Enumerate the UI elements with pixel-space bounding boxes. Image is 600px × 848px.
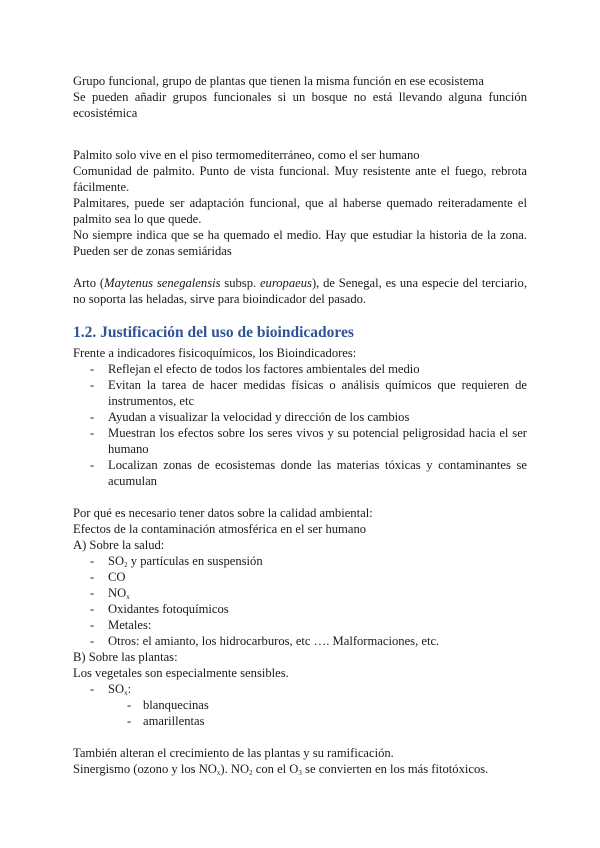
species-name: Maytenus senegalensis <box>104 276 221 290</box>
list-item: - $SO_2$ y partículas en suspensión <box>73 553 527 569</box>
list-item: - Evitan la tarea de hacer medidas físicas o análisis químicos que requieren de instrumentos, etc <box>73 377 527 409</box>
palmito-line-3: Palmitares, puede ser adaptación funcional, que al haberse quemado reiteradamente el palmito sea lo que quede. <box>73 196 527 226</box>
spacer <box>73 729 527 745</box>
calidad-question: Por qué es necesario tener datos sobre la calidad ambiental: <box>73 506 373 520</box>
list-item: - $NO_x$ <box>73 585 527 601</box>
alteran-line: También alteran el crecimiento de las plantas y su ramificación. <box>73 746 394 760</box>
document-page <box>73 73 527 777</box>
palmito-line-1: Palmito solo vive en el piso termomediterráneo, como el ser humano <box>73 148 420 162</box>
list-item: - Ayudan a visualizar la velocidad y dirección de los cambios <box>73 409 527 425</box>
grupos-funcionales-line: Se pueden añadir grupos funcionales si un bosque no está llevando alguna función ecosistémica <box>73 90 527 120</box>
section-intro: Frente a indicadores fisicoquímicos, los Bioindicadores: <box>73 346 357 360</box>
efectos-line: Efectos de la contaminación atmosférica en el ser humano <box>73 522 367 536</box>
subspecies-name: europaeus <box>259 276 312 290</box>
list-item: - $SO_x$: <box>73 681 527 697</box>
list-item: - Metales: <box>73 617 527 633</box>
bioindicadores-list <box>73 361 527 489</box>
section-heading: 1.2. Justificación del uso de bioindicadores <box>73 324 354 341</box>
sinergismo-line: Sinergismo (ozono y los $NO_x$). $NO_2$ con el $O_3$ se convierten en los más fitotóxicos. <box>73 762 489 777</box>
spacer <box>73 137 527 147</box>
list-item: - blanquecinas <box>73 697 527 713</box>
list-item: - Otros: el amianto, los hidrocarburos, etc …. Malformaciones, etc. <box>73 633 527 649</box>
spacer <box>73 307 527 317</box>
list-item: - Oxidantes fotoquímicos <box>73 601 527 617</box>
salud-list <box>73 553 527 649</box>
palmito-line-4: No siempre indica que se ha quemado el medio. Hay que estudiar la historia de la zona. Pueden ser de zonas semiáridas <box>73 228 527 258</box>
grupo-funcional-line: Grupo funcional, grupo de plantas que tienen la misma función en ese ecosistema <box>73 74 484 88</box>
list-item: - amarillentas <box>73 713 527 729</box>
spacer <box>73 489 527 505</box>
vegetales-line: Los vegetales son especialmente sensibles. <box>73 666 289 680</box>
list-item: - Muestran los efectos sobre los seres vivos y su potencial peligrosidad hacia el ser humano <box>73 425 527 457</box>
plantas-list <box>73 681 527 697</box>
spacer <box>73 259 527 275</box>
sox-sublist <box>73 697 527 729</box>
spacer <box>73 121 527 137</box>
arto-paragraph: Arto (Maytenus senegalensis subsp. europaeus), de Senegal, es una especie del terciario, no soporta las heladas, sirve para bioindicador del pasado. <box>73 276 527 306</box>
palmito-line-2: Comunidad de palmito. Punto de vista funcional. Muy resistente ante el fuego, rebrota fácilmente. <box>73 164 527 194</box>
list-item: - CO <box>73 569 527 585</box>
list-item: - Reflejan el efecto de todos los factores ambientales del medio <box>73 361 527 377</box>
plantas-heading: B) Sobre las plantas: <box>73 650 178 664</box>
salud-heading: A) Sobre la salud: <box>73 538 165 552</box>
list-item: - Localizan zonas de ecosistemas donde las materias tóxicas y contaminantes se acumulan <box>73 457 527 489</box>
